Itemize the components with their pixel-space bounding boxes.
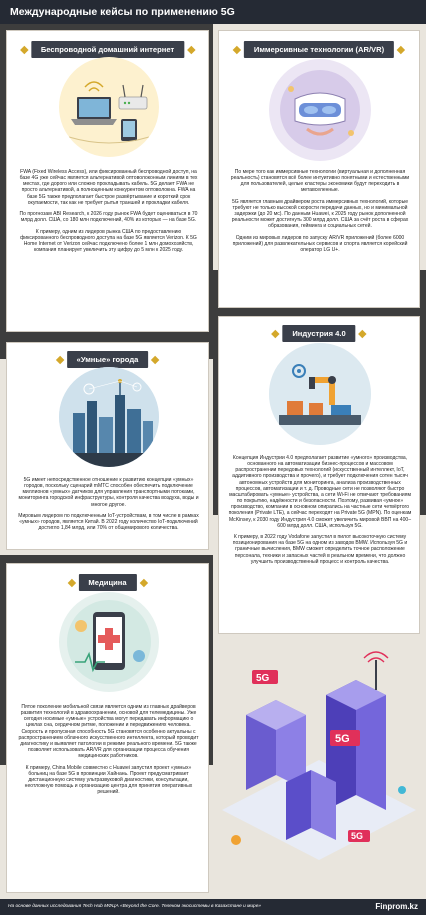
paragraph: По прогнозам ABI Research, к 2026 году рынок FWA будет оцениваться в 70 млрд долл. США, со 180 млн подключений, 40% из которых — на базе 5G.: [19, 211, 198, 224]
card-medicine: [6, 563, 209, 893]
phone-medical-icon: [59, 592, 159, 692]
5g-city-illustration: [216, 640, 422, 895]
5g-label: 5G: [335, 733, 350, 745]
card-title-smart: «Умные» города: [67, 351, 149, 368]
smart-city-illustration: [59, 367, 159, 467]
card-title-wireless: Беспроводной домашний интернет: [31, 41, 184, 58]
isometric-5g-icon: [216, 640, 422, 895]
paragraph: Одним из мировых лидеров по запуску AR/VR приложений (более 6000 приложений) для развлекательных сервисов и спорта является корейский оператор LG U+.: [232, 234, 408, 254]
paragraph: 5G имеет непосредственное отношение к развитию концепции «умных» городов, поскольку сценарий mMTC способен обеспечить подключение миллионов «умных» датчиков для управления транспортными потоками, мониторинга городской инфраструктуры, контроля качества воздуха, воды и многое другое.: [18, 477, 199, 508]
paragraph: Концепция Индустрии 4.0 предполагает развитие «умного» производства, основанного на автоматизации бизнес-процессов и массовом распространении передовых технологий (искусственный интеллект, IoT, аддитивного производства и прочего), и требует подключения сотен тысяч автономных устройств для мониторинга, анализа производственных процессов, автоматизации и т. д. Проводные сети не позволяют быстро масштабировать «умные» устройства, а сети Wi-Fi не отвечают требованиям по покрытию, надёжности и безопасности. Поэтому, развивая «умное» производство, компании в основном опирались на частные сети четвёртого поколения (Private LTE), а сейчас переходят на Private 5G (MPN). По оценкам McKinsey, к 2030 году Индустрия 4.0 сможет увеличить мировой ВВП на 400–600 млрд долл. США, используя 5G.: [228, 455, 412, 529]
paragraph: FWA (Fixed Wireless Access), или фиксированный беспроводной доступ, на базе 4G уже сейчас является альтернативой оптоволоконным линиям в тех местах, где дорого или сложно прокладывать кабель. 5G делает FWA не просто альтернативой, а полноценным конкурентом оптоволокна. FWA на базе 5G также предполагает быстрое развёртывание и короткий срок окупаемости, так как не требует рытья траншей и прокладки кабеля.: [19, 169, 198, 206]
robot-arm-icon: [269, 343, 371, 445]
5g-label: 5G: [351, 831, 364, 841]
card-immersive: [218, 30, 420, 308]
paragraph: Мировым лидером по подключенным IoT-устройствам, в том числе в рамках «умных» городов, является Китай. В 2022 году количество IoT-подключений достигло 1,84 млрд, или 70% от общемирового количества.: [18, 512, 199, 532]
card-text-medicine: [17, 704, 200, 801]
router-laptop-icon: [59, 57, 159, 157]
industry-illustration: [269, 343, 371, 445]
vr-illustration: [269, 59, 371, 161]
card-industry: [218, 316, 420, 634]
paragraph: Пятое поколение мобильной связи является одним из главных драйверов развития технологий в здравоохранении, основой для телемедицины. Уже сегодня носимые «умные» устройства могут передавать информацию о циклах сна, сердечном ритме, положении и передвижениях человека. Скорость и пропускная способность 5G становятся особенно актуальны с распространением облачного искусственного интеллекта, который проводит диагностику и выявляет патологии в режиме реального времени. 5G также позволяет использовать AR/VR для организации процесса обучения медицинских работников.: [18, 704, 199, 760]
medicine-illustration: [59, 592, 159, 692]
footer-source: На основе данных исследования Tech Hub МФЦА «Beyond the Core. Телеком экосистемы в Казахстане и мире»: [8, 904, 262, 909]
paragraph: По мере того как иммерсивные технологии (виртуальная и дополненная реальность) становятся всё более интуитивно понятными и естественными для пользователей, целые кластеры экономики будут переходить в метавселенные.: [230, 169, 410, 194]
page-footer: [0, 899, 426, 915]
card-title-industry: Индустрия 4.0: [282, 325, 355, 342]
card-text-industry: [227, 455, 413, 570]
footer-brand-logo[interactable]: Finprom.kz: [375, 902, 418, 911]
card-title-medicine: Медицина: [78, 574, 136, 591]
card-title-immersive: Иммерсивные технологии (AR/VR): [244, 41, 394, 58]
paragraph: 5G является главным драйвером роста иммерсивных технологий, которые требуют не только высокой скорости передачи данных, но и минимальной задержки (до 20 мс). По данным Huawei, к 2025 году рынок дополненной реальности может достигнуть 300 млрд долл. США за счёт роста в сферах образования, гейминга и социальных сетей.: [231, 198, 409, 230]
city-skyline-icon: [59, 367, 159, 467]
page-header: [0, 0, 426, 24]
card-wireless-internet: [6, 30, 209, 332]
card-text-smart: [17, 477, 200, 537]
page-title: Международные кейсы по применению 5G: [10, 6, 235, 18]
card-text-wireless: [17, 169, 200, 258]
5g-label: 5G: [256, 673, 270, 684]
wireless-illustration: [59, 57, 159, 157]
paragraph: К примеру, China Mobile совместно с Huawei запустил проект «умных» больниц на базе 5G в провинции Хайнань. Проект предусматривает дистанционную систему ультразвуковой диагностики, консультации, неотложную помощь и организацию центра для принятия оперативных решений.: [24, 764, 193, 796]
paragraph: К примеру, в 2022 году Vodafone запустил в пилот высокоточную систему позиционирования на базе 5G на одном из заводов BMW. Используя 5G и граничные вычисления, BMW сможет определить точное расположение персонала, техники и запасных частей в реальном времени, что должно улучшить производственный процесс и контроль качества.: [232, 534, 408, 565]
card-smart-cities: [6, 342, 209, 550]
vr-headset-icon: [269, 59, 371, 161]
paragraph: К примеру, одним из лидеров рынка США по предоставлению фиксированного беспроводного доступа на базе 5G является Verizon. К 5G Home Internet от Verizon сейчас подключено более 1 млн домохозяйств, компания планирует увеличить эту цифру до 5 млн к 2025 году.: [20, 228, 197, 254]
card-text-immersive: [229, 169, 411, 258]
